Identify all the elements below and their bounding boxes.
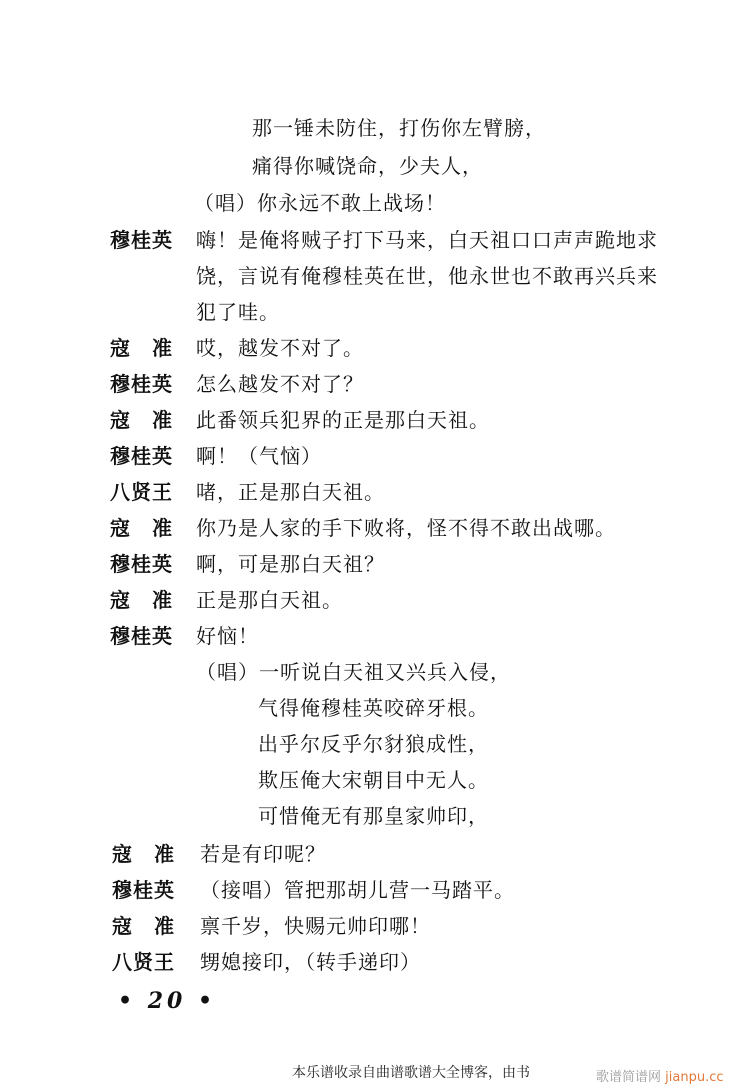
dialogue-continuation: 饶，言说有俺穆桂英在世，他永世也不敢再兴兵来 xyxy=(196,264,658,288)
dialogue-text: 禀千岁，快赐元帅印哪！ xyxy=(200,914,431,938)
dialogue-text: 此番领兵犯界的正是那白天祖。 xyxy=(196,408,490,432)
dialogue-text: 嗨！是俺将贼子打下马来，白天祖口口声声跪地求 xyxy=(196,228,658,252)
speaker-name: 寇 准 xyxy=(110,408,173,432)
verse-line: 可惜俺无有那皇家帅印， xyxy=(258,804,489,828)
speaker-name: 八贤王 xyxy=(112,950,175,974)
dialogue-text: 你乃是人家的手下败将，怪不得不敢出战哪。 xyxy=(196,516,616,540)
dialogue-text: 啊，可是那白天祖？ xyxy=(196,552,385,576)
speaker-name: 穆桂英 xyxy=(112,878,175,902)
dialogue-text: 正是那白天祖。 xyxy=(196,588,343,612)
dialogue-text: 甥媳接印，（转手递印） xyxy=(200,950,421,974)
dialogue-text: 哎，越发不对了。 xyxy=(196,336,364,360)
speaker-name: 八贤王 xyxy=(110,480,173,504)
dialogue-text: （接唱）管把那胡儿营一马踏平。 xyxy=(200,878,515,902)
verse-line: 那一锤未防住，打伤你左臂膀， xyxy=(252,116,546,140)
verse-line: 欺压俺大宋朝目中无人。 xyxy=(258,768,489,792)
watermark-url: jianpu.cc xyxy=(665,1070,724,1085)
speaker-name: 寇 准 xyxy=(112,914,175,938)
speaker-name: 寇 准 xyxy=(112,842,175,866)
speaker-name: 穆桂英 xyxy=(110,372,173,396)
dialogue-text: 怎么越发不对了？ xyxy=(196,372,364,396)
speaker-name: 寇 准 xyxy=(110,588,173,612)
verse-line: 痛得你喊饶命，少夫人， xyxy=(252,154,483,178)
watermark-name: 歌谱简谱网 xyxy=(596,1070,662,1085)
watermark xyxy=(596,1066,724,1085)
speaker-name: 穆桂英 xyxy=(110,624,173,648)
dialogue-text: 啫，正是那白天祖。 xyxy=(196,480,385,504)
dialogue-text: 若是有印呢？ xyxy=(200,842,326,866)
dialogue-text: 好恼！ xyxy=(196,624,259,648)
verse-line: 气得俺穆桂英咬碎牙根。 xyxy=(258,696,489,720)
speaker-name: 穆桂英 xyxy=(110,444,173,468)
source-footer: 本乐谱收录自曲谱歌谱大全博客，由书 xyxy=(292,1065,530,1081)
verse-line: 出乎尔反乎尔豺狼成性， xyxy=(258,732,489,756)
dialogue-text: 啊！（气恼） xyxy=(196,444,322,468)
speaker-name: 寇 准 xyxy=(110,336,173,360)
sung-cue-line: （唱）一听说白天祖又兴兵入侵， xyxy=(196,660,511,684)
speaker-name: 寇 准 xyxy=(110,516,173,540)
speaker-name: 穆桂英 xyxy=(110,552,173,576)
speaker-name: 穆桂英 xyxy=(110,228,173,252)
dialogue-continuation: 犯了哇。 xyxy=(196,300,280,324)
sung-cue-line: （唱）你永远不敢上战场！ xyxy=(194,191,446,215)
page-number: • 20 • xyxy=(118,988,217,1014)
